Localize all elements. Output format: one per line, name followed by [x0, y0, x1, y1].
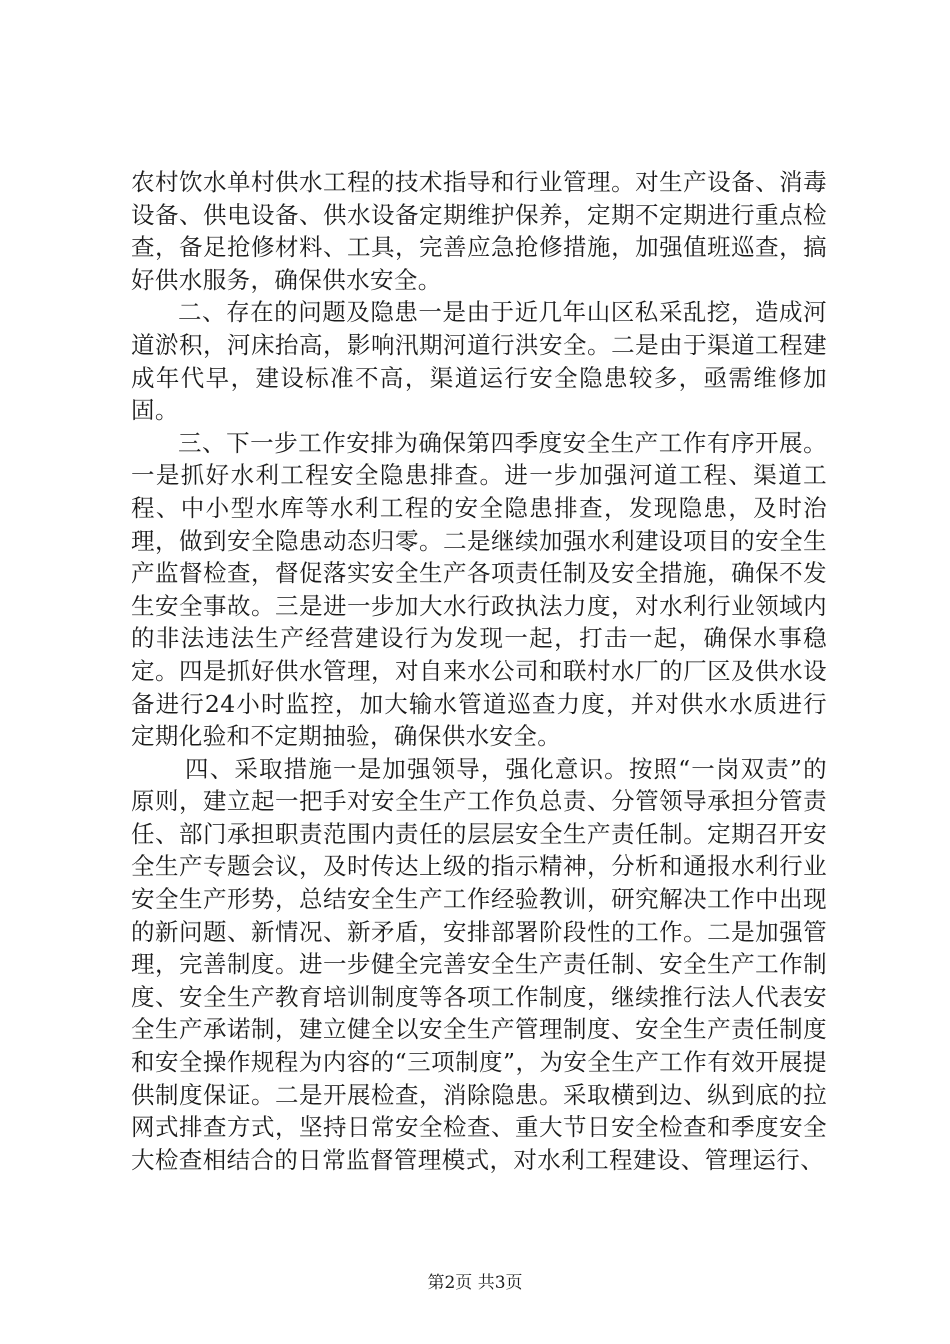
page-number-footer: 第2页 共3页	[427, 1273, 523, 1293]
document-body	[131, 166, 827, 1176]
paragraph-next-step-arrangements: 三、下一步工作安排为确保第四季度安全生产工作有序开展。一是抓好水利工程安全隐患排查。进一步加强河道工程、渠道工程、中小型水库等水利工程的安全隐患排查，发现隐患，及时治理，做到安全隐患动态归零。二是继续加强水利建设项目的安全生产监督检查，督促落实安全生产各项责任制及安全措施，确保不发生安全事故。三是进一步加大水行政执法力度，对水利行业领域内的非法违法生产经营建设行为发现一起，打击一起，确保水事稳定。四是抓好供水管理，对自来水公司和联村水厂的厂区及供水设备进行24小时监控，加大输水管道巡查力度，并对供水水质进行定期化验和不定期抽验，确保供水安全。	[131, 428, 827, 751]
paragraph-measures-taken: 四、采取措施一是加强领导，强化意识。按照“一岗双责”的原则，建立起一把手对安全生产工作负总责、分管领导承担分管责任、部门承担职责范围内责任的层层安全生产责任制。定期召开安全生产专题会议，及时传达上级的指示精神，分析和通报水利行业安全生产形势，总结安全生产工作经验教训，研究解决工作中出现的新问题、新情况、新矛盾，安排部署阶段性的工作。二是加强管理，完善制度。进一步健全完善安全生产责任制、安全生产工作制度、安全生产教育培训制度等各项工作制度，继续推行法人代表安全生产承诺制，建立健全以安全生产管理制度、安全生产责任制度和安全操作规程为内容的“三项制度”，为安全生产工作有效开展提供制度保证。二是开展检查，消除隐患。采取横到边、纵到底的拉网式排查方式，坚持日常安全检查、重大节日安全检查和季度安全大检查相结合的日常监督管理模式，对水利工程建设、管理运行、	[131, 754, 827, 1174]
paragraph-problems-and-hazards: 二、存在的问题及隐患一是由于近几年山区私采乱挖，造成河道淤积，河床抬高，影响汛期河道行洪安全。二是由于渠道工程建成年代早，建设标准不高，渠道运行安全隐患较多，亟需维修加固。	[131, 298, 827, 425]
paragraph-continued-water-supply: 农村饮水单村供水工程的技术指导和行业管理。对生产设备、消毒设备、供电设备、供水设备定期维护保养，定期不定期进行重点检查，备足抢修材料、工具，完善应急抢修措施，加强值班巡查，搞好供水服务，确保供水安全。	[131, 168, 827, 294]
